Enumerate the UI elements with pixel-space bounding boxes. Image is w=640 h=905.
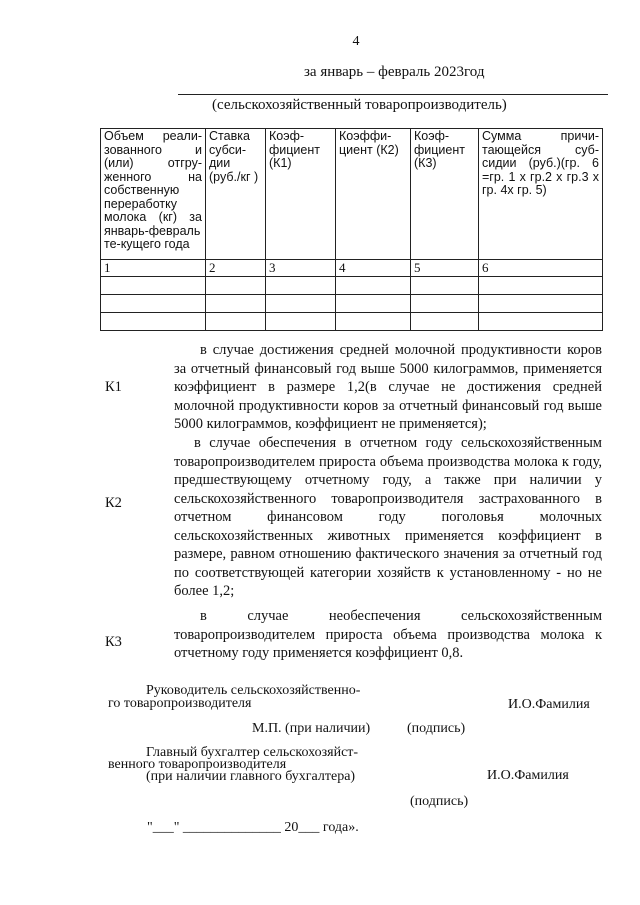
header-k3: Коэф-фициент (К3)	[411, 129, 479, 260]
header-rate: Ставка субси-дии (руб./кг )	[206, 129, 266, 260]
accountant-name: И.О.Фамилия	[487, 768, 569, 783]
page-number: 4	[352, 34, 360, 49]
column-number: 4	[336, 260, 411, 277]
column-number: 2	[206, 260, 266, 277]
producer-name-line	[178, 94, 608, 95]
table-empty-row	[101, 313, 603, 331]
header-k1: Коэф-фициент (К1)	[266, 129, 336, 260]
header-sum: Сумма причи-тающейся суб-сидии (руб.)(гр. 6 =гр. 1 х гр.2 х гр.3 х гр. 4х гр. 5)	[479, 129, 603, 260]
header-volume: Объем реали-зованного и (или) отгру-женного на собственную переработку молока (кг) за январь-февраль те-кущего года	[101, 129, 206, 260]
accountant-title-line2: венного товаропроизводителя	[108, 757, 287, 772]
k1-label: К1	[105, 379, 122, 395]
date-line: "___" ______________ 20___ года».	[147, 820, 359, 835]
k2-description: в случае обеспечения в отчетном году сельскохозяйственным товаропроизводителем прироста объема производства молока к году, предшествующему отчетному году, а также при наличии у сельскохозяйственного товаропроизводителя застрахованного в отчетном финансовом году поголовья молочных сельскохозяйственных животных применяется коэффициент в размере, равном отношению фактического значения за отчетный год по соответствующей категории хозяйств к установленному - но не более 1,2;	[174, 435, 602, 599]
table-empty-row	[101, 277, 603, 295]
k3-label: К3	[105, 634, 122, 650]
table-header-row	[101, 129, 603, 260]
column-number: 5	[411, 260, 479, 277]
accountant-title-line1: Главный бухгалтер сельскохозяйст-	[146, 745, 359, 760]
head-name: И.О.Фамилия	[508, 697, 590, 712]
header-k2: Коэффи-циент (К2)	[336, 129, 411, 260]
k2-label: К2	[105, 495, 122, 511]
column-number: 1	[101, 260, 206, 277]
stamp-note: М.П. (при наличии)	[252, 721, 371, 736]
k1-description: в случае достижения средней молочной продуктивности коров за отчетный финансовый год выше 5000 килограммов, применяется коэффициент в размере 1,2(в случае не достижения средней молочной продуктивности коров за отчетный финансовый год выше 5000 килограммов, коэффициент не применяется);	[174, 342, 602, 432]
accountant-signature-caption: (подпись)	[410, 794, 469, 809]
column-number: 3	[266, 260, 336, 277]
table-number-row	[101, 260, 603, 277]
table-empty-row	[101, 295, 603, 313]
column-number: 6	[479, 260, 603, 277]
k3-description: в случае необеспечения сельскохозяйственным товаропроизводителем прироста объема производства молока к отчетному году применяется коэффициент 0,8.	[174, 608, 602, 661]
head-title-line1: Руководитель сельскохозяйственно-	[146, 683, 361, 698]
producer-caption: (сельскохозяйственный товаропроизводитель)	[212, 97, 507, 113]
report-period: за январь – февраль 2023год	[304, 64, 485, 80]
accountant-title-line3: (при наличии главного бухгалтера)	[146, 769, 356, 784]
subsidy-table	[100, 128, 603, 331]
head-signature-caption: (подпись)	[407, 721, 466, 736]
head-title-line2: го товаропроизводителя	[108, 696, 252, 711]
